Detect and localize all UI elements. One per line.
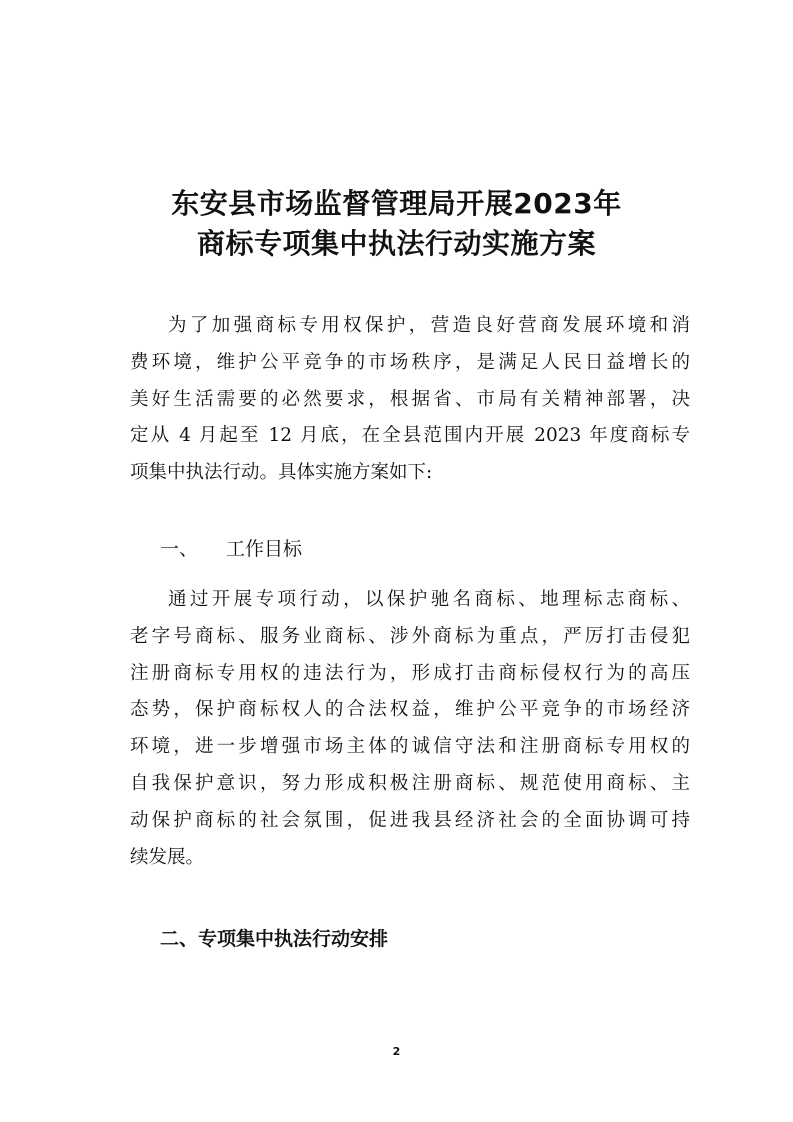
paragraph-line: 费环境，维护公平竞争的市场秩序，是满足人民日益增长的 (130, 351, 690, 373)
document-title-line-2: 商标专项集中执法行动实施方案 (196, 227, 596, 260)
paragraph-line: 项集中执法行动。具体实施方案如下: (130, 462, 433, 484)
section-heading-2: 二、专项集中执法行动安排 (160, 928, 389, 950)
page-number: 2 (392, 1045, 401, 1058)
goals-paragraph (130, 582, 690, 876)
paragraph-line: 老字号商标、服务业商标、涉外商标为重点，严厉打击侵犯 (130, 625, 690, 647)
paragraph-line: 通过开展专项行动，以保护驰名商标、地理标志商标、 (168, 589, 690, 610)
document-title-line-1: 东安县市场监督管理局开展2023年 (171, 187, 622, 220)
intro-paragraph (130, 308, 690, 492)
paragraph-line: 动保护商标的社会氛围，促进我县经济社会的全面协调可持 (130, 809, 690, 831)
paragraph-line: 定从 4 月起至 12 月底，在全县范围内开展 2023 年度商标专 (130, 425, 690, 447)
paragraph-line: 环境，进一步增强市场主体的诚信守法和注册商标专用权的 (130, 736, 690, 758)
section-title: 工作目标 (226, 538, 303, 560)
paragraph-line: 美好生活需要的必然要求，根据省、市局有关精神部署，决 (130, 388, 690, 410)
paragraph-line: 注册商标专用权的违法行为，形成打击商标侵权行为的高压 (130, 662, 690, 684)
paragraph-line: 态势，保护商标权人的合法权益，维护公平竞争的市场经济 (130, 699, 690, 721)
section-heading-1 (160, 540, 302, 559)
paragraph-line: 为了加强商标专用权保护，营造良好营商发展环境和消 (168, 315, 690, 336)
section-number: 一、 (160, 538, 199, 560)
paragraph-line: 续发展。 (130, 846, 205, 868)
paragraph-line: 自我保护意识，努力形成积极注册商标、规范使用商标、主 (130, 772, 690, 794)
